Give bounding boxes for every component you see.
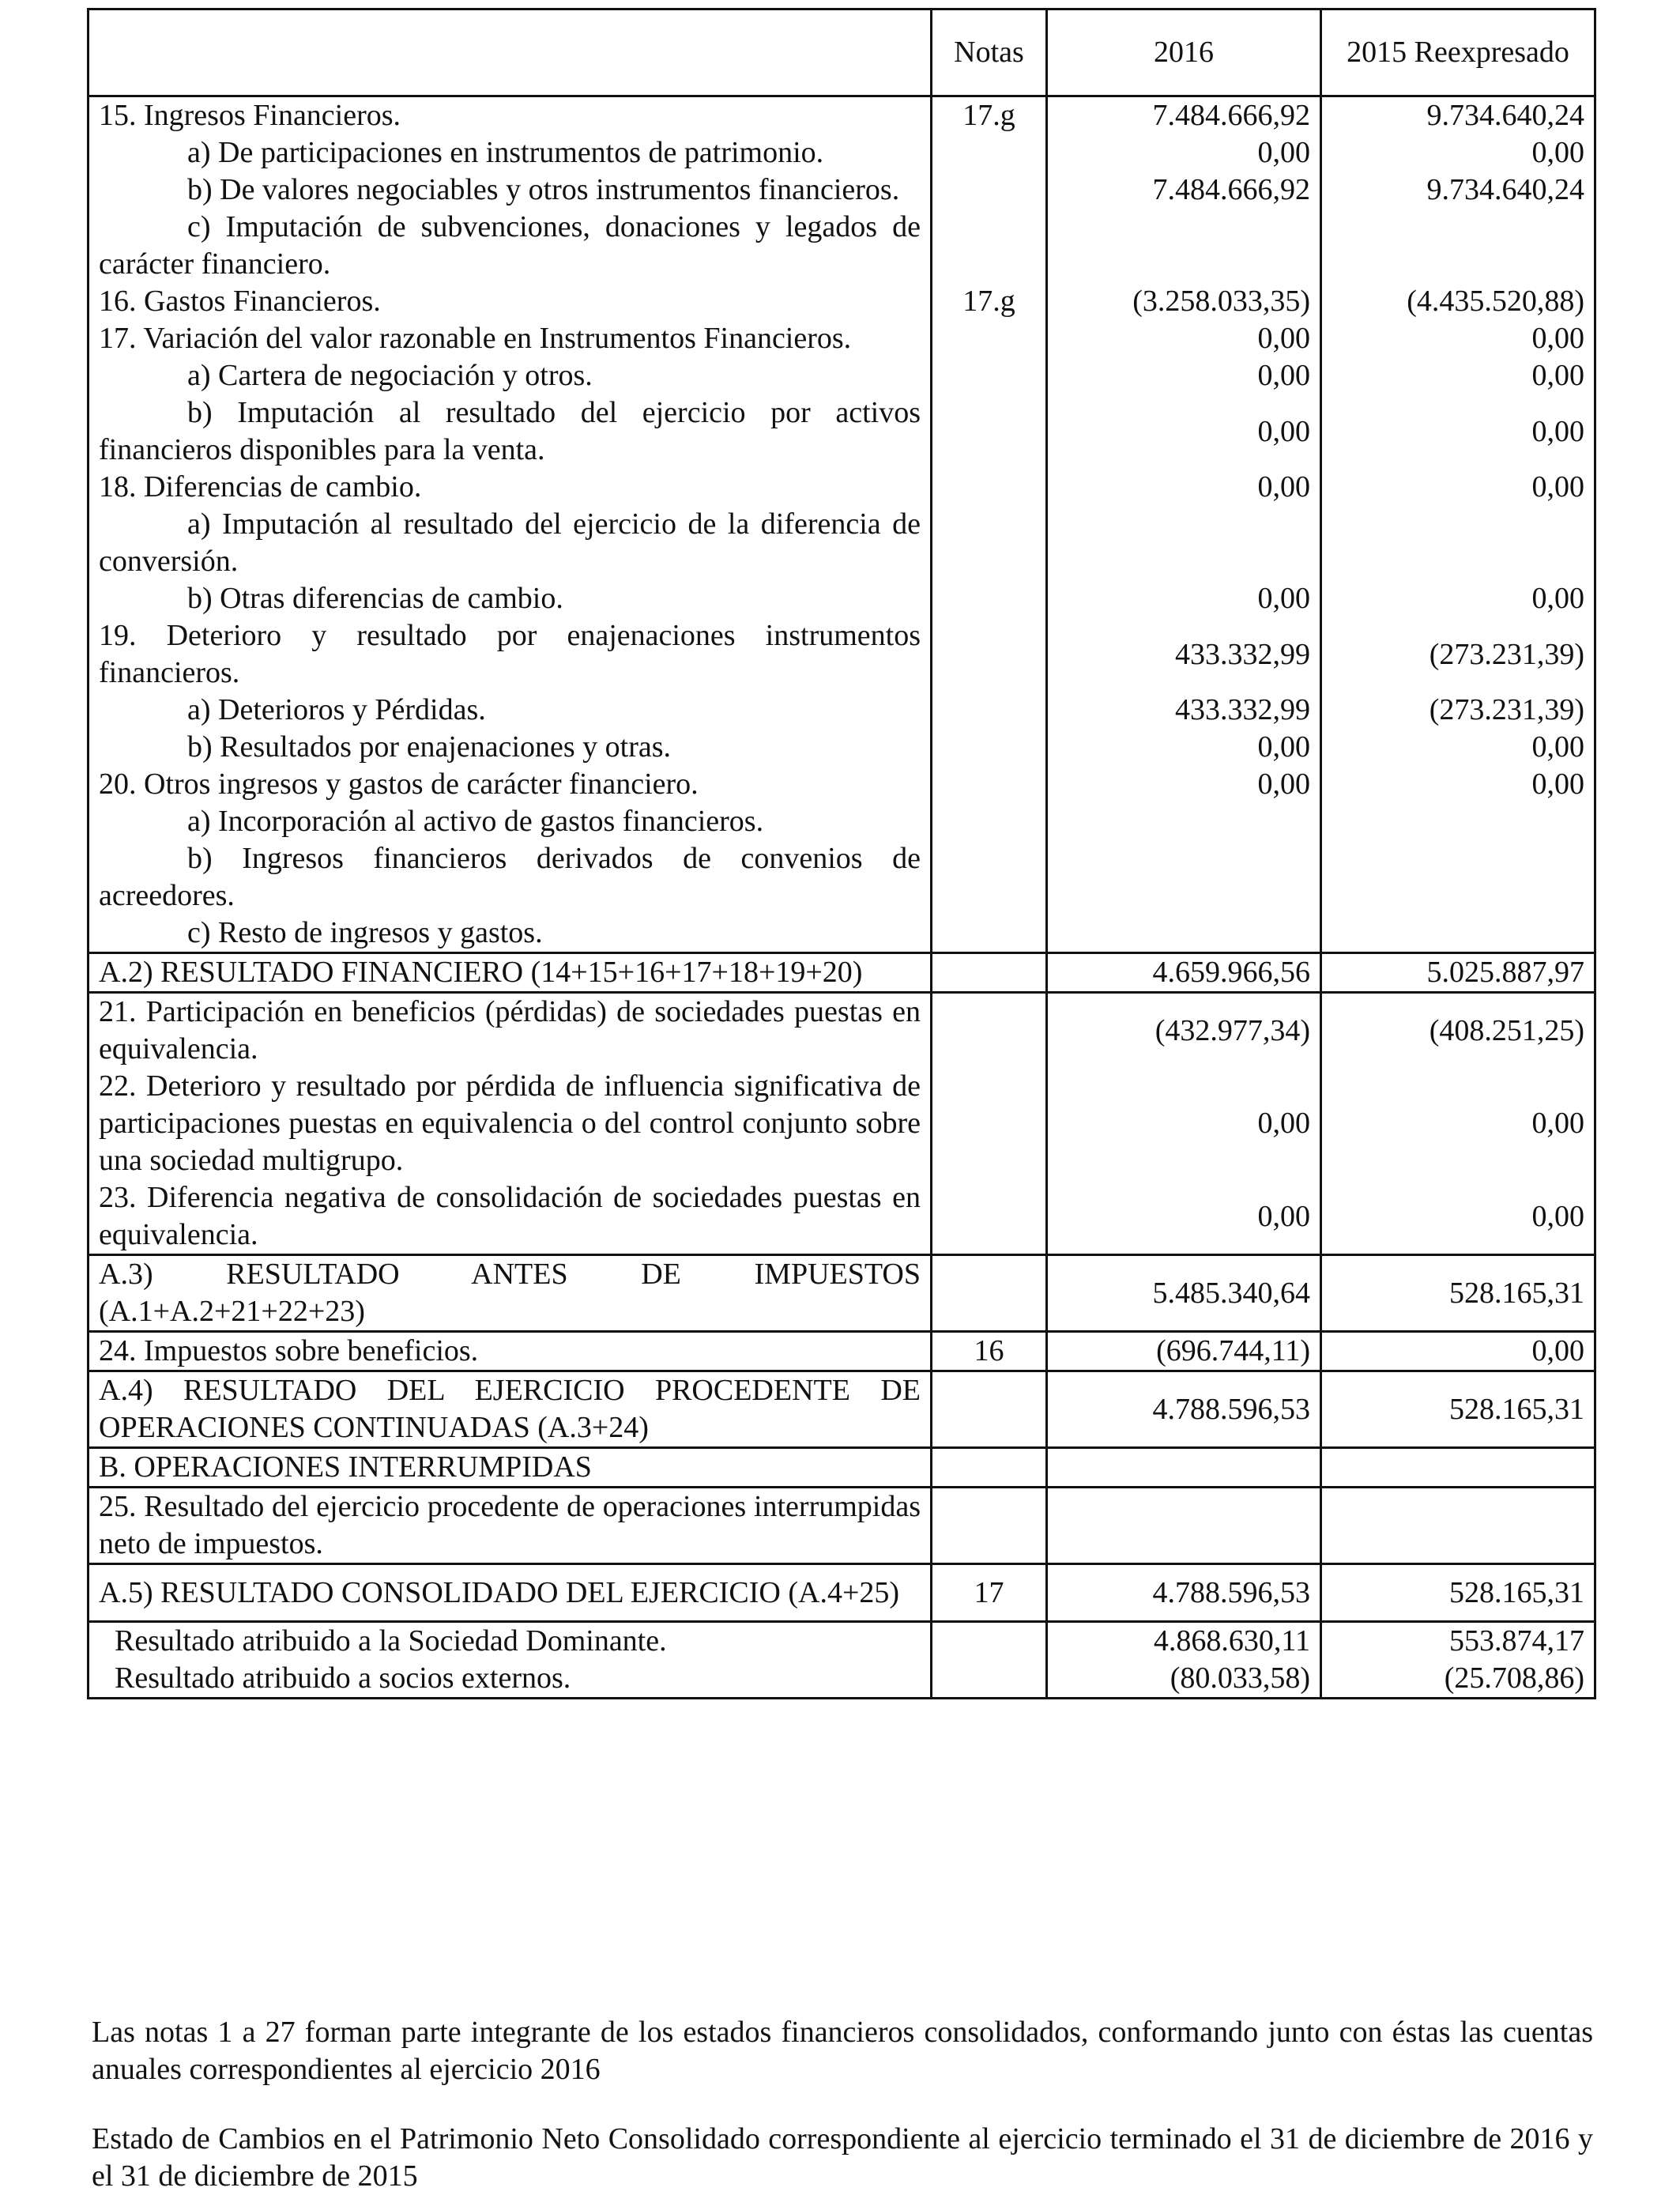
row-value-2016: 7.484.666,92 [1047,172,1321,209]
row-value-2016 [1047,1448,1321,1488]
row-notes [932,1660,1047,1699]
row-value-2016: (696.744,11) [1047,1332,1321,1371]
row-notes [932,1179,1047,1255]
table-row [89,915,1595,953]
row-concept: a) Incorporación al activo de gastos financieros. [89,803,932,840]
table-row [89,1179,1595,1255]
table-row [89,96,1595,135]
row-concept: c) Resto de ingresos y gastos. [89,915,932,953]
row-concept: a) Imputación al resultado del ejercicio de la diferencia de conversión. [89,506,932,580]
table-row [89,283,1595,320]
table-row [89,506,1595,580]
row-value-2016: 0,00 [1047,469,1321,506]
row-value-2016: 0,00 [1047,1179,1321,1255]
row-value-2015: 0,00 [1321,1179,1595,1255]
header-year-2015: 2015 Reexpresado [1321,9,1595,96]
row-notes [932,766,1047,803]
row-notes: 17.g [932,96,1047,135]
row-value-2015 [1321,840,1595,915]
table-row [89,692,1595,729]
table-row [89,394,1595,469]
row-value-2016: 0,00 [1047,357,1321,394]
row-concept: 16. Gastos Financieros. [89,283,932,320]
row-value-2015: (25.708,86) [1321,1660,1595,1699]
row-value-2015: (408.251,25) [1321,993,1595,1069]
row-concept: 18. Diferencias de cambio. [89,469,932,506]
row-value-2016: 0,00 [1047,729,1321,766]
row-value-2015: 0,00 [1321,1068,1595,1179]
row-notes [932,580,1047,617]
row-value-2016: (3.258.033,35) [1047,283,1321,320]
row-notes [932,134,1047,172]
table-row [89,1332,1595,1371]
row-notes: 16 [932,1332,1047,1371]
table-header-row [89,9,1595,96]
row-concept: 21. Participación en beneficios (pérdidas) de sociedades puestas en equivalencia. [89,993,932,1069]
row-notes [932,1371,1047,1448]
row-value-2016: 0,00 [1047,766,1321,803]
row-value-2015: (4.435.520,88) [1321,283,1595,320]
row-value-2015: 528.165,31 [1321,1371,1595,1448]
table-row [89,729,1595,766]
row-value-2015: 528.165,31 [1321,1564,1595,1622]
row-value-2015: 5.025.887,97 [1321,953,1595,993]
table-row [89,840,1595,915]
row-value-2016: (80.033,58) [1047,1660,1321,1699]
row-concept: A.4) RESULTADO DEL EJERCICIO PROCEDENTE DE OPERACIONES CONTINUADAS (A.3+24) [89,1371,932,1448]
row-concept: 15. Ingresos Financieros. [89,96,932,135]
row-value-2016 [1047,840,1321,915]
row-notes [932,953,1047,993]
row-concept: a) Deterioros y Pérdidas. [89,692,932,729]
row-value-2016 [1047,1488,1321,1564]
row-value-2015: 553.874,17 [1321,1622,1595,1661]
table-row [89,1622,1595,1661]
row-value-2016: 4.788.596,53 [1047,1564,1321,1622]
row-value-2015 [1321,915,1595,953]
row-value-2016: 4.868.630,11 [1047,1622,1321,1661]
row-notes [932,1488,1047,1564]
table-row [89,766,1595,803]
row-concept: A.2) RESULTADO FINANCIERO (14+15+16+17+18+19+20) [89,953,932,993]
table-row [89,357,1595,394]
row-concept: A.5) RESULTADO CONSOLIDADO DEL EJERCICIO (A.4+25) [89,1564,932,1622]
row-concept: Resultado atribuido a socios externos. [89,1660,932,1699]
row-value-2015: 0,00 [1321,469,1595,506]
footnote-text: Las notas 1 a 27 forman parte integrante de los estados financieros consolidados, conformando junto con éstas las cuentas anuales correspondientes al ejercicio 2016 [92,2016,1593,2086]
table-body [89,96,1595,1699]
row-value-2015: 0,00 [1321,580,1595,617]
table-row [89,580,1595,617]
row-value-2015 [1321,506,1595,580]
table-row [89,953,1595,993]
row-value-2015: 0,00 [1321,394,1595,469]
row-concept: 19. Deterioro y resultado por enajenaciones instrumentos financieros. [89,617,932,692]
header-notes: Notas [932,9,1047,96]
row-notes: 17 [932,1564,1047,1622]
table-row [89,993,1595,1069]
row-value-2015 [1321,803,1595,840]
table-row [89,617,1595,692]
row-concept: A.3) RESULTADO ANTES DE IMPUESTOS (A.1+A.2+21+22+23) [89,1255,932,1332]
row-value-2015: 0,00 [1321,766,1595,803]
row-notes [932,1255,1047,1332]
row-concept: a) Cartera de negociación y otros. [89,357,932,394]
income-statement-table [87,8,1596,1699]
row-value-2016: 0,00 [1047,394,1321,469]
row-value-2016: 433.332,99 [1047,617,1321,692]
row-value-2016: 0,00 [1047,320,1321,357]
row-notes [932,617,1047,692]
table-row [89,172,1595,209]
row-concept: Resultado atribuido a la Sociedad Dominante. [89,1622,932,1661]
header-concept [89,9,932,96]
table-row [89,469,1595,506]
row-value-2015: 0,00 [1321,134,1595,172]
row-value-2015 [1321,1488,1595,1564]
row-notes [932,1068,1047,1179]
table-row [89,803,1595,840]
row-notes [932,357,1047,394]
row-value-2015: 0,00 [1321,357,1595,394]
row-value-2016: 4.788.596,53 [1047,1371,1321,1448]
table-row [89,1564,1595,1622]
table-row [89,1068,1595,1179]
table-row [89,320,1595,357]
row-notes [932,506,1047,580]
row-notes [932,803,1047,840]
row-value-2016 [1047,506,1321,580]
row-concept: 22. Deterioro y resultado por pérdida de influencia significativa de participaciones puestas en equivalencia o del control conjunto sobre una sociedad multigrupo. [89,1068,932,1179]
row-value-2016 [1047,209,1321,283]
table-row [89,209,1595,283]
row-concept: 24. Impuestos sobre beneficios. [89,1332,932,1371]
row-notes [932,840,1047,915]
row-value-2015: 0,00 [1321,729,1595,766]
row-concept: a) De participaciones en instrumentos de patrimonio. [89,134,932,172]
row-value-2016: 0,00 [1047,1068,1321,1179]
row-value-2015: (273.231,39) [1321,692,1595,729]
row-concept: b) De valores negociables y otros instrumentos financieros. [89,172,932,209]
row-value-2015 [1321,209,1595,283]
row-value-2015: 528.165,31 [1321,1255,1595,1332]
table-row [89,1660,1595,1699]
row-concept: b) Ingresos financieros derivados de convenios de acreedores. [89,840,932,915]
table-row [89,1371,1595,1448]
row-concept: 25. Resultado del ejercicio procedente de operaciones interrumpidas neto de impuestos. [89,1488,932,1564]
row-concept: 17. Variación del valor razonable en Instrumentos Financieros. [89,320,932,357]
row-concept: B. OPERACIONES INTERRUMPIDAS [89,1448,932,1488]
row-concept: b) Resultados por enajenaciones y otras. [89,729,932,766]
row-concept: 20. Otros ingresos y gastos de carácter financiero. [89,766,932,803]
row-value-2016: 0,00 [1047,580,1321,617]
row-concept: 23. Diferencia negativa de consolidación de sociedades puestas en equivalencia. [89,1179,932,1255]
row-value-2016: 7.484.666,92 [1047,96,1321,135]
row-value-2015: 0,00 [1321,1332,1595,1371]
table-row [89,1255,1595,1332]
row-value-2015: 9.734.640,24 [1321,96,1595,135]
row-notes [932,469,1047,506]
row-concept: b) Otras diferencias de cambio. [89,580,932,617]
row-notes [932,915,1047,953]
row-concept: b) Imputación al resultado del ejercicio por activos financieros disponibles para la venta. [89,394,932,469]
row-value-2016: (432.977,34) [1047,993,1321,1069]
row-concept: c) Imputación de subvenciones, donaciones y legados de carácter financiero. [89,209,932,283]
row-value-2016 [1047,803,1321,840]
row-value-2015: (273.231,39) [1321,617,1595,692]
row-notes [932,209,1047,283]
row-notes: 17.g [932,283,1047,320]
row-value-2016: 433.332,99 [1047,692,1321,729]
table-row [89,1448,1595,1488]
table-row [89,134,1595,172]
table-row [89,1488,1595,1564]
row-value-2015: 0,00 [1321,320,1595,357]
header-year-2016: 2016 [1047,9,1321,96]
row-value-2016 [1047,915,1321,953]
row-value-2015 [1321,1448,1595,1488]
row-notes [932,1448,1047,1488]
row-value-2015: 9.734.640,24 [1321,172,1595,209]
row-notes [932,993,1047,1069]
statement-caption: Estado de Cambios en el Patrimonio Neto Consolidado correspondiente al ejercicio terminado el 31 de diciembre de 2016 y el 31 de diciembre de 2015 [92,2122,1593,2193]
row-notes [932,320,1047,357]
row-notes [932,729,1047,766]
row-notes [932,1622,1047,1661]
row-value-2016: 4.659.966,56 [1047,953,1321,993]
row-value-2016: 0,00 [1047,134,1321,172]
row-notes [932,394,1047,469]
row-notes [932,172,1047,209]
row-value-2016: 5.485.340,64 [1047,1255,1321,1332]
row-notes [932,692,1047,729]
